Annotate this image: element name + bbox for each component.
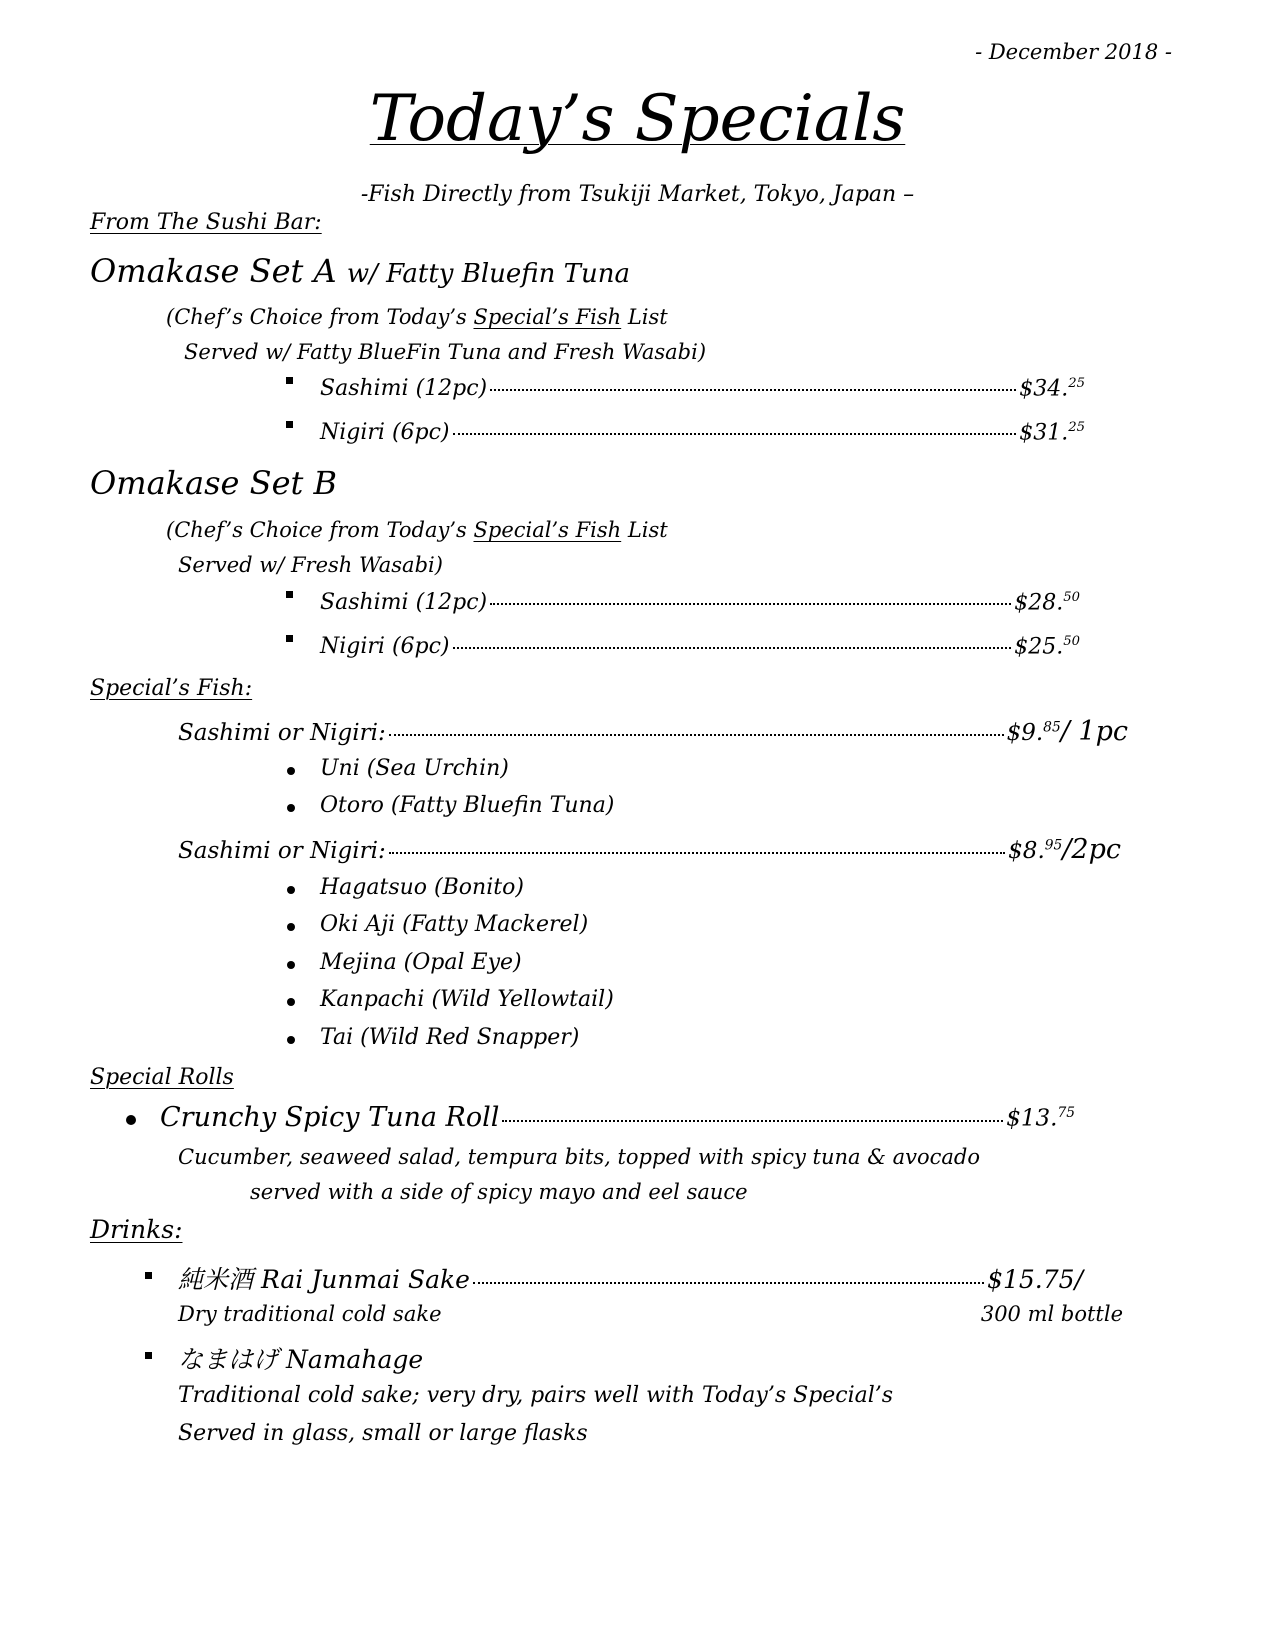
price-cents: 50: [1063, 634, 1080, 649]
bullet-square-icon: [286, 635, 293, 642]
price-cents: 50: [1063, 590, 1080, 605]
fish-list-item: Hagatsuo (Bonito): [320, 875, 524, 900]
set-a-suffix: w/ Fatty Bluefin Tuna: [346, 259, 630, 289]
omakase-set-a-title: [90, 252, 630, 290]
price-main: $9.: [1006, 720, 1044, 746]
set-b-sashimi-row: [320, 590, 1080, 615]
fish-list-item: Uni (Sea Urchin): [320, 756, 509, 781]
fish-group1-row: [178, 716, 1128, 747]
sake2-desc-line1: Traditional cold sake; very dry, pairs well with Today’s Special’s: [178, 1383, 894, 1408]
bullet-square-icon: [145, 1352, 152, 1359]
sake1-size: 300 ml bottle: [980, 1302, 1123, 1326]
leader-dots: [473, 1282, 984, 1284]
bullet-dot-icon: [287, 804, 295, 812]
price-main: $8.: [1008, 838, 1045, 864]
bullet-square-icon: [286, 421, 293, 428]
leader-dots: [502, 1120, 1003, 1122]
set-b-desc-link: Special’s Fish: [473, 518, 622, 542]
roll-desc-line1: Cucumber, seaweed salad, tempura bits, topped with spicy tuna & avocado: [178, 1145, 980, 1169]
price-cents: 25: [1068, 376, 1085, 391]
set-a-desc-link: Special’s Fish: [473, 305, 622, 329]
price-cents: 75: [1057, 1105, 1075, 1122]
item-label: Sashimi (12pc): [320, 590, 488, 616]
price-unit: /2pc: [1062, 834, 1121, 865]
price-cents: 25: [1068, 420, 1085, 435]
item-price: [1014, 590, 1080, 615]
leader-dots: [490, 389, 1016, 391]
price-main: $25.: [1014, 634, 1064, 660]
bullet-dot-icon: [287, 1036, 295, 1044]
sake1-name: 純米酒 Rai Junmai Sake: [178, 1265, 470, 1294]
fish-group2-row: [178, 834, 1121, 865]
sake1-price: $15.75/: [987, 1265, 1083, 1294]
price-main: $34.: [1019, 376, 1069, 402]
roll-row: [160, 1102, 1075, 1133]
leader-dots: [389, 734, 1004, 736]
special-rolls-heading: Special Rolls: [90, 1065, 234, 1090]
sushi-bar-heading: From The Sushi Bar:: [90, 210, 322, 235]
page-title: [0, 82, 1275, 156]
bullet-dot-icon: [126, 1115, 136, 1125]
item-price: [1019, 376, 1085, 401]
bullet-square-icon: [286, 591, 293, 598]
fish-list-item: Mejina (Opal Eye): [320, 950, 522, 975]
set-a-name: Omakase Set A: [90, 252, 337, 290]
fish-list-item: Oki Aji (Fatty Mackerel): [320, 912, 589, 937]
page-subtitle: -Fish Directly from Tsukiji Market, Tokyo, Japan –: [360, 182, 915, 207]
item-price: [1014, 634, 1080, 659]
sake1-desc: Dry traditional cold sake: [178, 1302, 442, 1326]
set-a-desc-suffix: List: [621, 305, 668, 329]
set-a-desc-line2: Served w/ Fatty BlueFin Tuna and Fresh Wasabi): [184, 340, 707, 364]
fish-group1-label: Sashimi or Nigiri:: [178, 720, 386, 746]
sake2-name: なまはげ Namahage: [178, 1345, 424, 1374]
leader-dots: [453, 433, 1017, 435]
fish-group1-price: [1007, 716, 1128, 747]
set-a-desc-prefix: (Chef’s Choice from Today’s: [166, 305, 474, 329]
item-label: Nigiri (6pc): [320, 634, 450, 660]
price-main: $13.: [1006, 1106, 1058, 1132]
price-main: $28.: [1014, 590, 1064, 616]
bullet-dot-icon: [287, 886, 295, 894]
set-b-nigiri-row: [320, 634, 1080, 659]
leader-dots: [490, 603, 1011, 605]
item-price: [1019, 420, 1085, 445]
leader-dots: [453, 647, 1012, 649]
fish-list-item: Kanpachi (Wild Yellowtail): [320, 987, 614, 1012]
set-a-sashimi-row: [320, 376, 1085, 401]
bullet-dot-icon: [287, 767, 295, 775]
leader-dots: [389, 852, 1005, 854]
roll-price: [1006, 1105, 1075, 1132]
item-label: Nigiri (6pc): [320, 420, 450, 446]
set-b-desc-prefix: (Chef’s Choice from Today’s: [166, 518, 474, 542]
menu-date: - December 2018 -: [975, 40, 1172, 64]
set-a-desc-line1: [166, 305, 668, 329]
price-main: $31.: [1019, 420, 1069, 446]
bullet-square-icon: [145, 1272, 152, 1279]
drinks-heading: Drinks:: [90, 1215, 183, 1244]
specials-fish-heading: Special’s Fish:: [90, 676, 253, 701]
item-label: Sashimi (12pc): [320, 376, 488, 402]
price-cents: 95: [1044, 837, 1063, 854]
price-cents: 85: [1043, 719, 1061, 736]
roll-name: Crunchy Spicy Tuna Roll: [160, 1102, 500, 1133]
page-title-text: Today’s Specials: [369, 82, 906, 156]
fish-list-item: Otoro (Fatty Bluefin Tuna): [320, 793, 615, 818]
sake1-row: [178, 1260, 1083, 1296]
bullet-dot-icon: [287, 961, 295, 969]
fish-group2-price: [1008, 834, 1121, 865]
fish-group2-label: Sashimi or Nigiri:: [178, 838, 386, 864]
sake2-desc-line2: Served in glass, small or large flasks: [178, 1421, 588, 1446]
bullet-dot-icon: [287, 998, 295, 1006]
roll-desc-line2: served with a side of spicy mayo and eel sauce: [250, 1180, 748, 1204]
set-b-desc-line2: Served w/ Fresh Wasabi): [178, 553, 443, 577]
set-b-desc-suffix: List: [621, 518, 668, 542]
set-b-desc-line1: [166, 518, 668, 542]
fish-list-item: Tai (Wild Red Snapper): [320, 1025, 580, 1050]
omakase-set-b-title: Omakase Set B: [90, 464, 338, 502]
bullet-square-icon: [286, 377, 293, 384]
price-unit: / 1pc: [1060, 716, 1128, 747]
bullet-dot-icon: [287, 923, 295, 931]
set-a-nigiri-row: [320, 420, 1085, 445]
